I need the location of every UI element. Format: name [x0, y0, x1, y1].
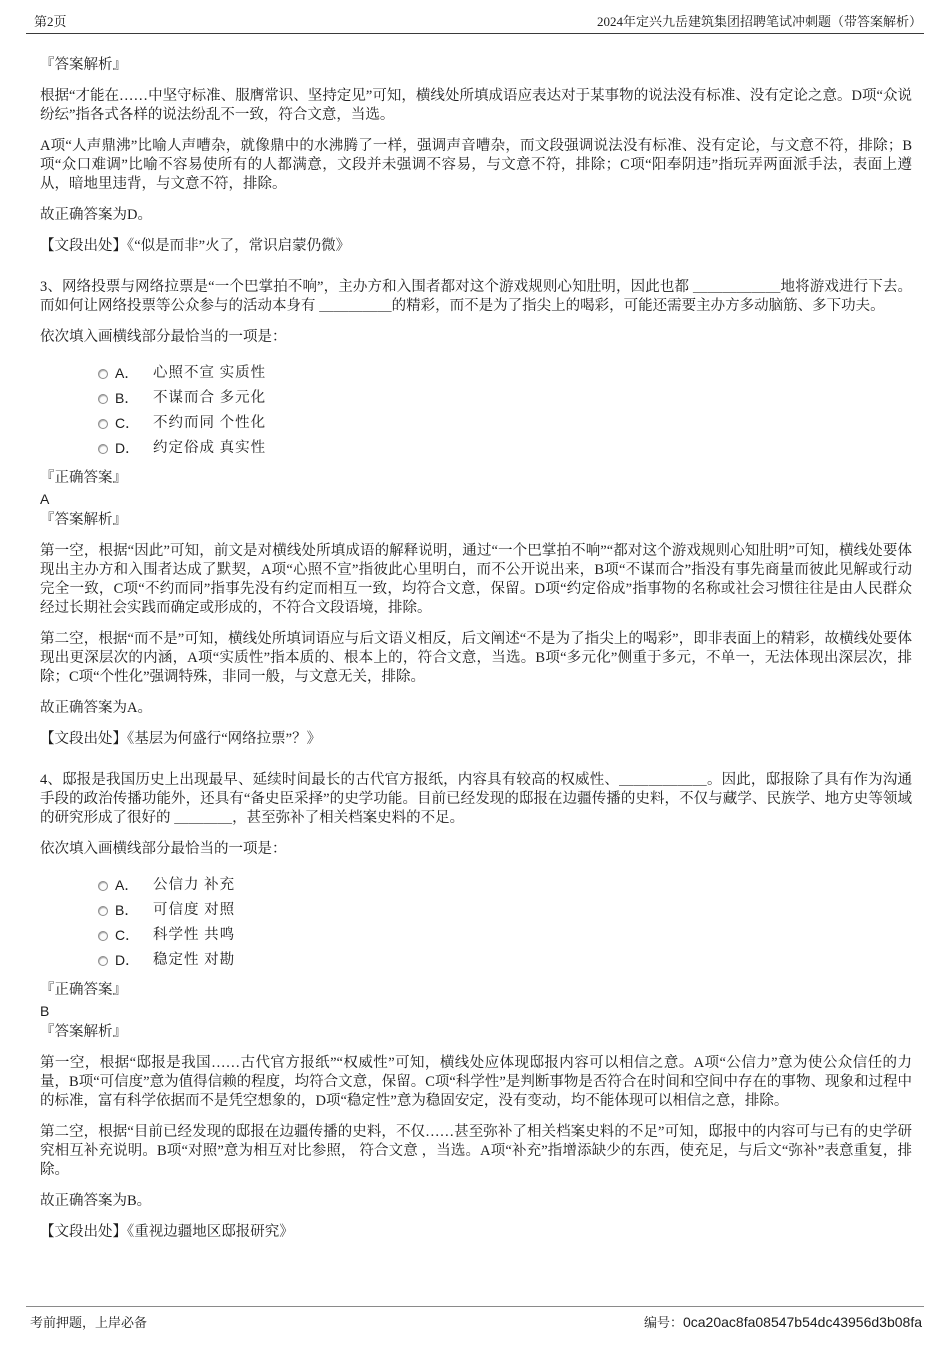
- section-marker: 『正确答案』: [40, 470, 127, 486]
- option-row[interactable]: [98, 873, 912, 898]
- document-content: [0, 34, 950, 1242]
- option-letter: C．: [115, 415, 140, 431]
- radio-button[interactable]: [98, 394, 108, 404]
- page-footer: [26, 1306, 924, 1331]
- option-letter: A．: [115, 365, 139, 381]
- option-text: 不谋而合 多元化: [153, 390, 267, 406]
- section-marker: 『答案解析』: [40, 1024, 127, 1040]
- option-text: 科学性 共鸣: [153, 927, 236, 943]
- paragraph: 依次填入画横线部分最恰当的一项是：: [40, 329, 287, 345]
- source-reference: 【文段出处】《重视边疆地区邸报研究》: [40, 1224, 294, 1240]
- footer-slogan: 考前押题，上岸必备: [30, 1315, 148, 1330]
- paragraph: 第二空，根据“目前已经发现的邸报在边疆传播的史料，不仅……甚至弥补了相关档案史料的不足”可知，邸报中的内容可与已有的史学研究相互补充说明。B项“对照”意为相互对比参照， 符合文意 ，当选。A项“补充”指增添缺少的东西，使充足，与后文“弥补”表意重复，排除。: [40, 1124, 912, 1178]
- paragraph: 第一空，根据“邸报是我国……古代官方报纸”“权威性”可知，横线处应体现邸报内容可以相信之意。A项“公信力”意为使公众信任的力量，B项“可信度”意为值得信赖的程度，均符合文意，保留。C项“科学性”是判断事物是否符合在时间和空间中存在的事物、现象和过程中的标准，富有科学依据而不是凭空想象的，D项“稳定性”意为稳固安定，没有变动，均不能体现可以相信之意，排除。: [40, 1055, 912, 1109]
- answer-letter: B: [40, 1003, 50, 1019]
- radio-button[interactable]: [98, 444, 108, 454]
- verdict-paragraph: 故正确答案为B。: [40, 1193, 152, 1209]
- header-rule: [26, 13, 924, 34]
- paragraph: 根据“才能在……中坚守标准、服膺常识、坚持定见”可知，横线处所填成语应表达对于某事物的说法没有标准、没有定论之意。D项“众说纷纭”指各式各样的说法纷乱不一致，符合文意，当选。: [40, 88, 912, 123]
- radio-button[interactable]: [98, 906, 108, 916]
- radio-button[interactable]: [98, 881, 108, 891]
- document-title: 2024年定兴九岳建筑集团招聘笔试冲刺题（带答案解析）: [596, 14, 922, 29]
- paragraph: A项“人声鼎沸”比喻人声嘈杂，就像鼎中的水沸腾了一样，强调声音嘈杂，而文段强调说法没有标准、没有定论，与文意不符，排除；B项“众口难调”比喻不容易使所有的人都满意，文段并未强调不容易，与文意不符，排除；C项“阳奉阴违”指玩弄两面派手法，表面上遵从，暗地里违背，与文意不符，排除。: [40, 138, 912, 192]
- page-header: [26, 0, 924, 34]
- source-reference: 【文段出处】《基层为何盛行“网络拉票”？》: [40, 731, 322, 747]
- options-group: [40, 361, 912, 461]
- options-group: [40, 873, 912, 973]
- paragraph: 第二空，根据“而不是”可知，横线处所填词语应与后文语义相反，后文阐述“不是为了指尖上的喝彩”，即非表面上的精彩，故横线处要体现出更深层次的内涵，A项“实质性”指本质的、根本上的，符合文意，当选。B项“多元化”侧重于多元，不单一，无法体现出深层次，排除；C项“个性化”强调特殊，非同一般，与文意无关，排除。: [40, 631, 912, 685]
- option-text: 公信力 补充: [153, 877, 236, 893]
- document-id-value: 0ca20ac8fa08547b54dc43956d3b08fa: [682, 1314, 922, 1330]
- option-letter: B．: [115, 390, 139, 406]
- section-marker: 『正确答案』: [40, 982, 127, 998]
- option-row[interactable]: [98, 436, 912, 461]
- paragraph: 第一空，根据“因此”可知，前文是对横线处所填成语的解释说明，通过“一个巴掌拍不响”“都对这个游戏规则心知肚明”可知，横线处要体现出主办方和入围者达成了默契，A项“心照不宣”指彼此心里明白，而不公开说出来，B项“不谋而合”指没有事先商量而彼此见解或行动完全一致，C项“不约而同”指事先没有约定而相互一致，均符合文意，保留。D项“约定俗成”指事物的名称或社会习惯往往是由人民群众经过长期社会实践而确定或形成的，不符合文段语境，排除。: [40, 543, 912, 616]
- option-row[interactable]: [98, 361, 912, 386]
- radio-button[interactable]: [98, 369, 108, 379]
- radio-button[interactable]: [98, 931, 108, 941]
- option-row[interactable]: [98, 948, 912, 973]
- paragraph: 依次填入画横线部分最恰当的一项是：: [40, 841, 287, 857]
- footer-rule: [26, 1306, 924, 1331]
- document-id: [644, 1312, 922, 1331]
- option-row[interactable]: [98, 411, 912, 436]
- option-text: 可信度 对照: [153, 902, 236, 918]
- section-marker: 『答案解析』: [40, 512, 127, 528]
- option-letter: D．: [115, 952, 140, 968]
- option-text: 约定俗成 真实性: [153, 440, 267, 456]
- option-text: 不约而同 个性化: [153, 415, 267, 431]
- option-row[interactable]: [98, 386, 912, 411]
- answer-letter: A: [40, 491, 50, 507]
- source-reference: 【文段出处】《“似是而非”火了，常识启蒙仍微》: [40, 238, 351, 254]
- option-letter: B．: [115, 902, 139, 918]
- option-letter: C．: [115, 927, 140, 943]
- option-row[interactable]: [98, 923, 912, 948]
- radio-button[interactable]: [98, 956, 108, 966]
- radio-button[interactable]: [98, 419, 108, 429]
- option-letter: A．: [115, 877, 139, 893]
- page-number: 第2页: [34, 14, 67, 29]
- section-marker: 『答案解析』: [40, 57, 127, 73]
- option-row[interactable]: [98, 898, 912, 923]
- question-text: 4、邸报是我国历史上出现最早、延续时间最长的古代官方报纸，内容具有较高的权威性、＿＿＿＿＿＿。因此，邸报除了具有作为沟通手段的政治传播功能外，还具有“备史臣采择”的史学功能。目前已经发现的邸报在边疆传播的史料，不仅与藏学、民族学、地方史等领域的研究形成了很好的 ＿＿＿＿，甚至弥补了相关档案史料的不足。: [40, 772, 912, 826]
- option-text: 心照不宣 实质性: [153, 365, 267, 381]
- document-id-label: 编号：: [643, 1315, 683, 1330]
- option-text: 稳定性 对勘: [153, 952, 236, 968]
- verdict-paragraph: 故正确答案为D。: [40, 207, 152, 223]
- question-text: 3、网络投票与网络拉票是“一个巴掌拍不响”，主办方和入围者都对这个游戏规则心知肚明，因此也都 ＿＿＿＿＿＿地将游戏进行下去。而如何让网络投票等公众参与的活动本身有 ＿＿＿＿＿的精彩，而不是为了指尖上的喝彩，可能还需要主办方多动脑筋、多下功夫。: [40, 279, 912, 314]
- verdict-paragraph: 故正确答案为A。: [40, 700, 152, 716]
- option-letter: D．: [115, 440, 140, 456]
